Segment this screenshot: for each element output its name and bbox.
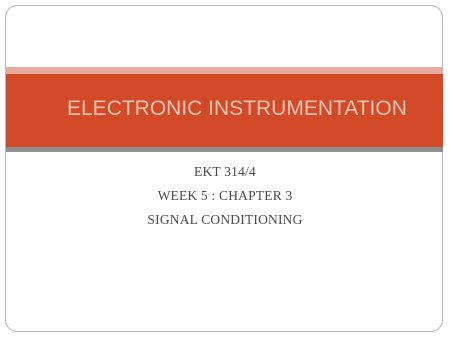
subtitle-topic: SIGNAL CONDITIONING [147, 212, 303, 227]
slide-subtitle [0, 160, 450, 232]
subtitle-week-chapter: WEEK 5 : CHAPTER 3 [157, 188, 293, 203]
subtitle-course-code: EKT 314/4 [194, 164, 256, 179]
slide-title: ELECTRONIC INSTRUMENTATION [67, 97, 407, 120]
title-band-top-stripe [6, 67, 443, 74]
title-band-bottom-stripe [6, 147, 443, 152]
